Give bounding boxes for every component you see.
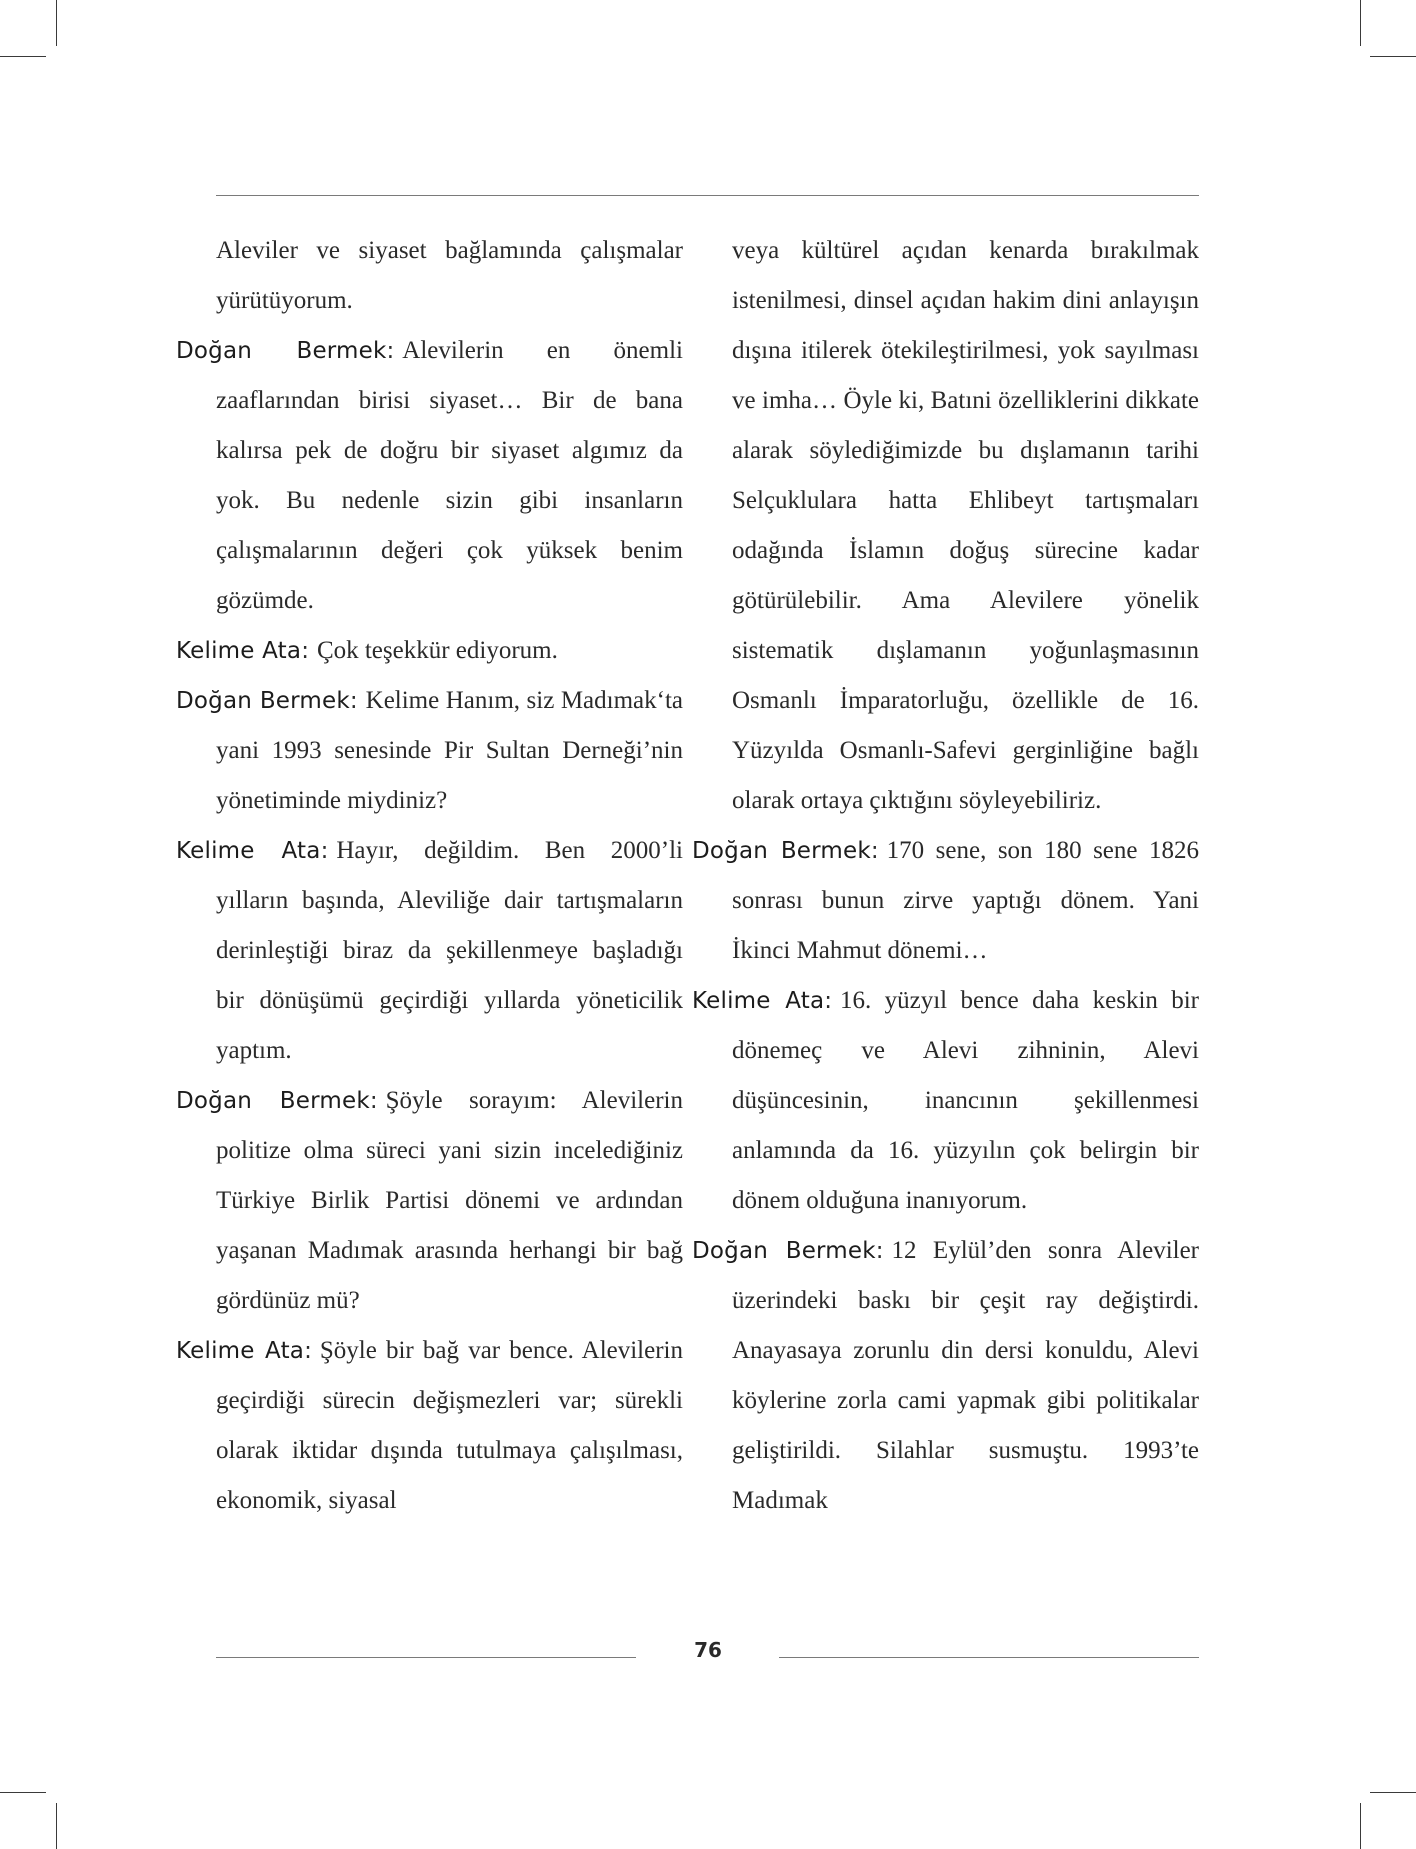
paragraph-text: Çok teşekkür ediyorum. xyxy=(316,637,558,664)
crop-mark xyxy=(56,0,57,46)
paragraph xyxy=(692,226,1199,826)
speaker-name: Kelime Ata xyxy=(176,638,302,664)
dialogue-paragraph: Doğan Bermek: Şöyle sorayım: Alevilerin politize olma süreci yani sizin incelediğiniz Türkiye Birlik Partisi dönemi ve ardından yaşanan Madımak arasında herhangi bir bağ gördünüz mü? xyxy=(176,1087,683,1314)
dialogue-paragraph: Kelime Ata: Şöyle bir bağ var bence. Alevilerin geçirdiği sürecin değişmezleri var; sürekli olarak iktidar dışında tutulmaya çalışılması, ekonomik, siyasal xyxy=(176,1337,683,1514)
right-column xyxy=(692,226,1199,1526)
paragraph-text: 16. yüzyıl bence daha keskin bir dönemeç ve Alevi zihninin, Alevi düşüncesinin, inancının şekillenmesi anlamında da 16. yüzyılın çok belirgin bir dönem olduğuna inanıyorum. xyxy=(732,987,1199,1214)
left-column xyxy=(176,226,683,1526)
speaker-name: Doğan Bermek xyxy=(176,688,350,714)
speaker-name: Doğan Bermek xyxy=(176,338,387,364)
header-rule xyxy=(216,195,1199,196)
crop-mark xyxy=(1360,1803,1361,1849)
paragraph-text: Aleviler ve siyaset bağlamında çalışmalar yürütüyorum. xyxy=(216,237,683,314)
crop-mark xyxy=(1370,1792,1416,1793)
dialogue-paragraph: Doğan Bermek: 12 Eylül’den sonra Aleviler üzerindeki baskı bir çeşit ray değiştirdi. Anayasaya zorunlu din dersi konuldu, Alevi köylerine zorla cami yapmak gibi politikalar geliştirildi. Silahlar susmuştu. 1993’te Madımak xyxy=(692,1237,1200,1514)
paragraph-text: Şöyle sorayım: Alevilerin politize olma süreci yani sizin incelediğiniz Türkiye Birlik Partisi dönemi ve ardından yaşanan Madımak arasında herhangi bir bağ gördünüz mü? xyxy=(216,1087,683,1314)
paragraph-text: Hayır, değildim. Ben 2000’li yılların başında, Aleviliğe dair tartışmaların derinleştiği biraz da şekillenmeye başladığı bir dönüşümü geçirdiği yıllarda yöneticilik yaptım. xyxy=(216,837,683,1064)
paragraph xyxy=(176,226,683,326)
crop-mark xyxy=(0,56,46,57)
speaker-name: Doğan Bermek xyxy=(692,1238,876,1264)
crop-mark xyxy=(1370,56,1416,57)
crop-mark xyxy=(0,1792,46,1793)
speaker-name: Kelime Ata xyxy=(176,838,321,864)
paragraph-text: 170 sene, son 180 sene 1826 sonrası bunun zirve yaptığı dönem. Yani İkinci Mahmut dönemi… xyxy=(732,837,1200,964)
dialogue-paragraph: Doğan Bermek: Kelime Hanım, siz Madımak‘ta yani 1993 senesinde Pir Sultan Derneği’nin yönetiminde miydiniz? xyxy=(176,687,684,814)
paragraph-text: 12 Eylül’den sonra Aleviler üzerindeki baskı bir çeşit ray değiştirdi. Anayasaya zorunlu din dersi konuldu, Alevi köylerine zorla cami yapmak gibi politikalar geliştirildi. Silahlar susmuştu. 1993’te Madımak xyxy=(732,1237,1200,1514)
speaker-name: Kelime Ata xyxy=(692,988,825,1014)
paragraph-text: Şöyle bir bağ var bence. Alevilerin geçirdiği sürecin değişmezleri var; sürekli olarak iktidar dışında tutulmaya çalışılması, ekonomik, siyasal xyxy=(216,1337,683,1514)
paragraph-text: Kelime Hanım, siz Madımak‘ta yani 1993 senesinde Pir Sultan Derneği’nin yönetiminde miydiniz? xyxy=(216,687,684,814)
dialogue-paragraph: Doğan Bermek: Alevilerin en önemli zaaflarından birisi siyaset… Bir de bana kalırsa pek de doğru bir siyaset algımız da yok. Bu nedenle sizin gibi insanların çalışmalarının değeri çok yüksek benim gözümde. xyxy=(176,337,683,614)
dialogue-paragraph: Kelime Ata: Hayır, değildim. Ben 2000’li yılların başında, Aleviliğe dair tartışmaların derinleştiği biraz da şekillenmeye başladığı bir dönüşümü geçirdiği yıllarda yöneticilik yaptım. xyxy=(176,837,683,1064)
dialogue-paragraph: Kelime Ata: 16. yüzyıl bence daha keskin bir dönemeç ve Alevi zihninin, Alevi düşüncesinin, inancının şekillenmesi anlamında da 16. yüzyılın çok belirgin bir dönem olduğuna inanıyorum. xyxy=(692,987,1199,1214)
paragraph-text: veya kültürel açıdan kenarda bırakılmak istenilmesi, dinsel açıdan hakim dini anlayışın dışına itilerek ötekileştirilmesi, yok sayılması ve imha… Öyle ki, Batıni özelliklerini dikkate alarak söylediğimizde bu dışlamanın tarihi Selçuklulara hatta Ehlibeyt tartışmaları odağında İslamın doğuş sürecine kadar götürülebilir. Ama Alevilere yönelik sistematik dışlamanın yoğunlaşmasının Osmanlı İmparatorluğu, özellikle de 16. Yüzyılda Osmanlı-Safevi gerginliğine bağlı olarak ortaya çıktığını söyleyebiliriz. xyxy=(732,237,1199,814)
dialogue-paragraph: Doğan Bermek: 170 sene, son 180 sene 1826 sonrası bunun zirve yaptığı dönem. Yani İkinci Mahmut dönemi… xyxy=(692,837,1200,964)
speaker-name: Doğan Bermek xyxy=(692,838,871,864)
page-number: 76 xyxy=(694,1638,722,1662)
dialogue-paragraph: Kelime Ata: Çok teşekkür ediyorum. xyxy=(176,637,558,664)
speaker-name: Doğan Bermek xyxy=(176,1088,370,1114)
crop-mark xyxy=(1360,0,1361,46)
paragraph-text: Alevilerin en önemli zaaflarından birisi siyaset… Bir de bana kalırsa pek de doğru bir siyaset algımız da yok. Bu nedenle sizin gibi insanların çalışmalarının değeri çok yüksek benim gözümde. xyxy=(216,337,683,614)
speaker-name: Kelime Ata xyxy=(176,1338,305,1364)
crop-mark xyxy=(56,1803,57,1849)
